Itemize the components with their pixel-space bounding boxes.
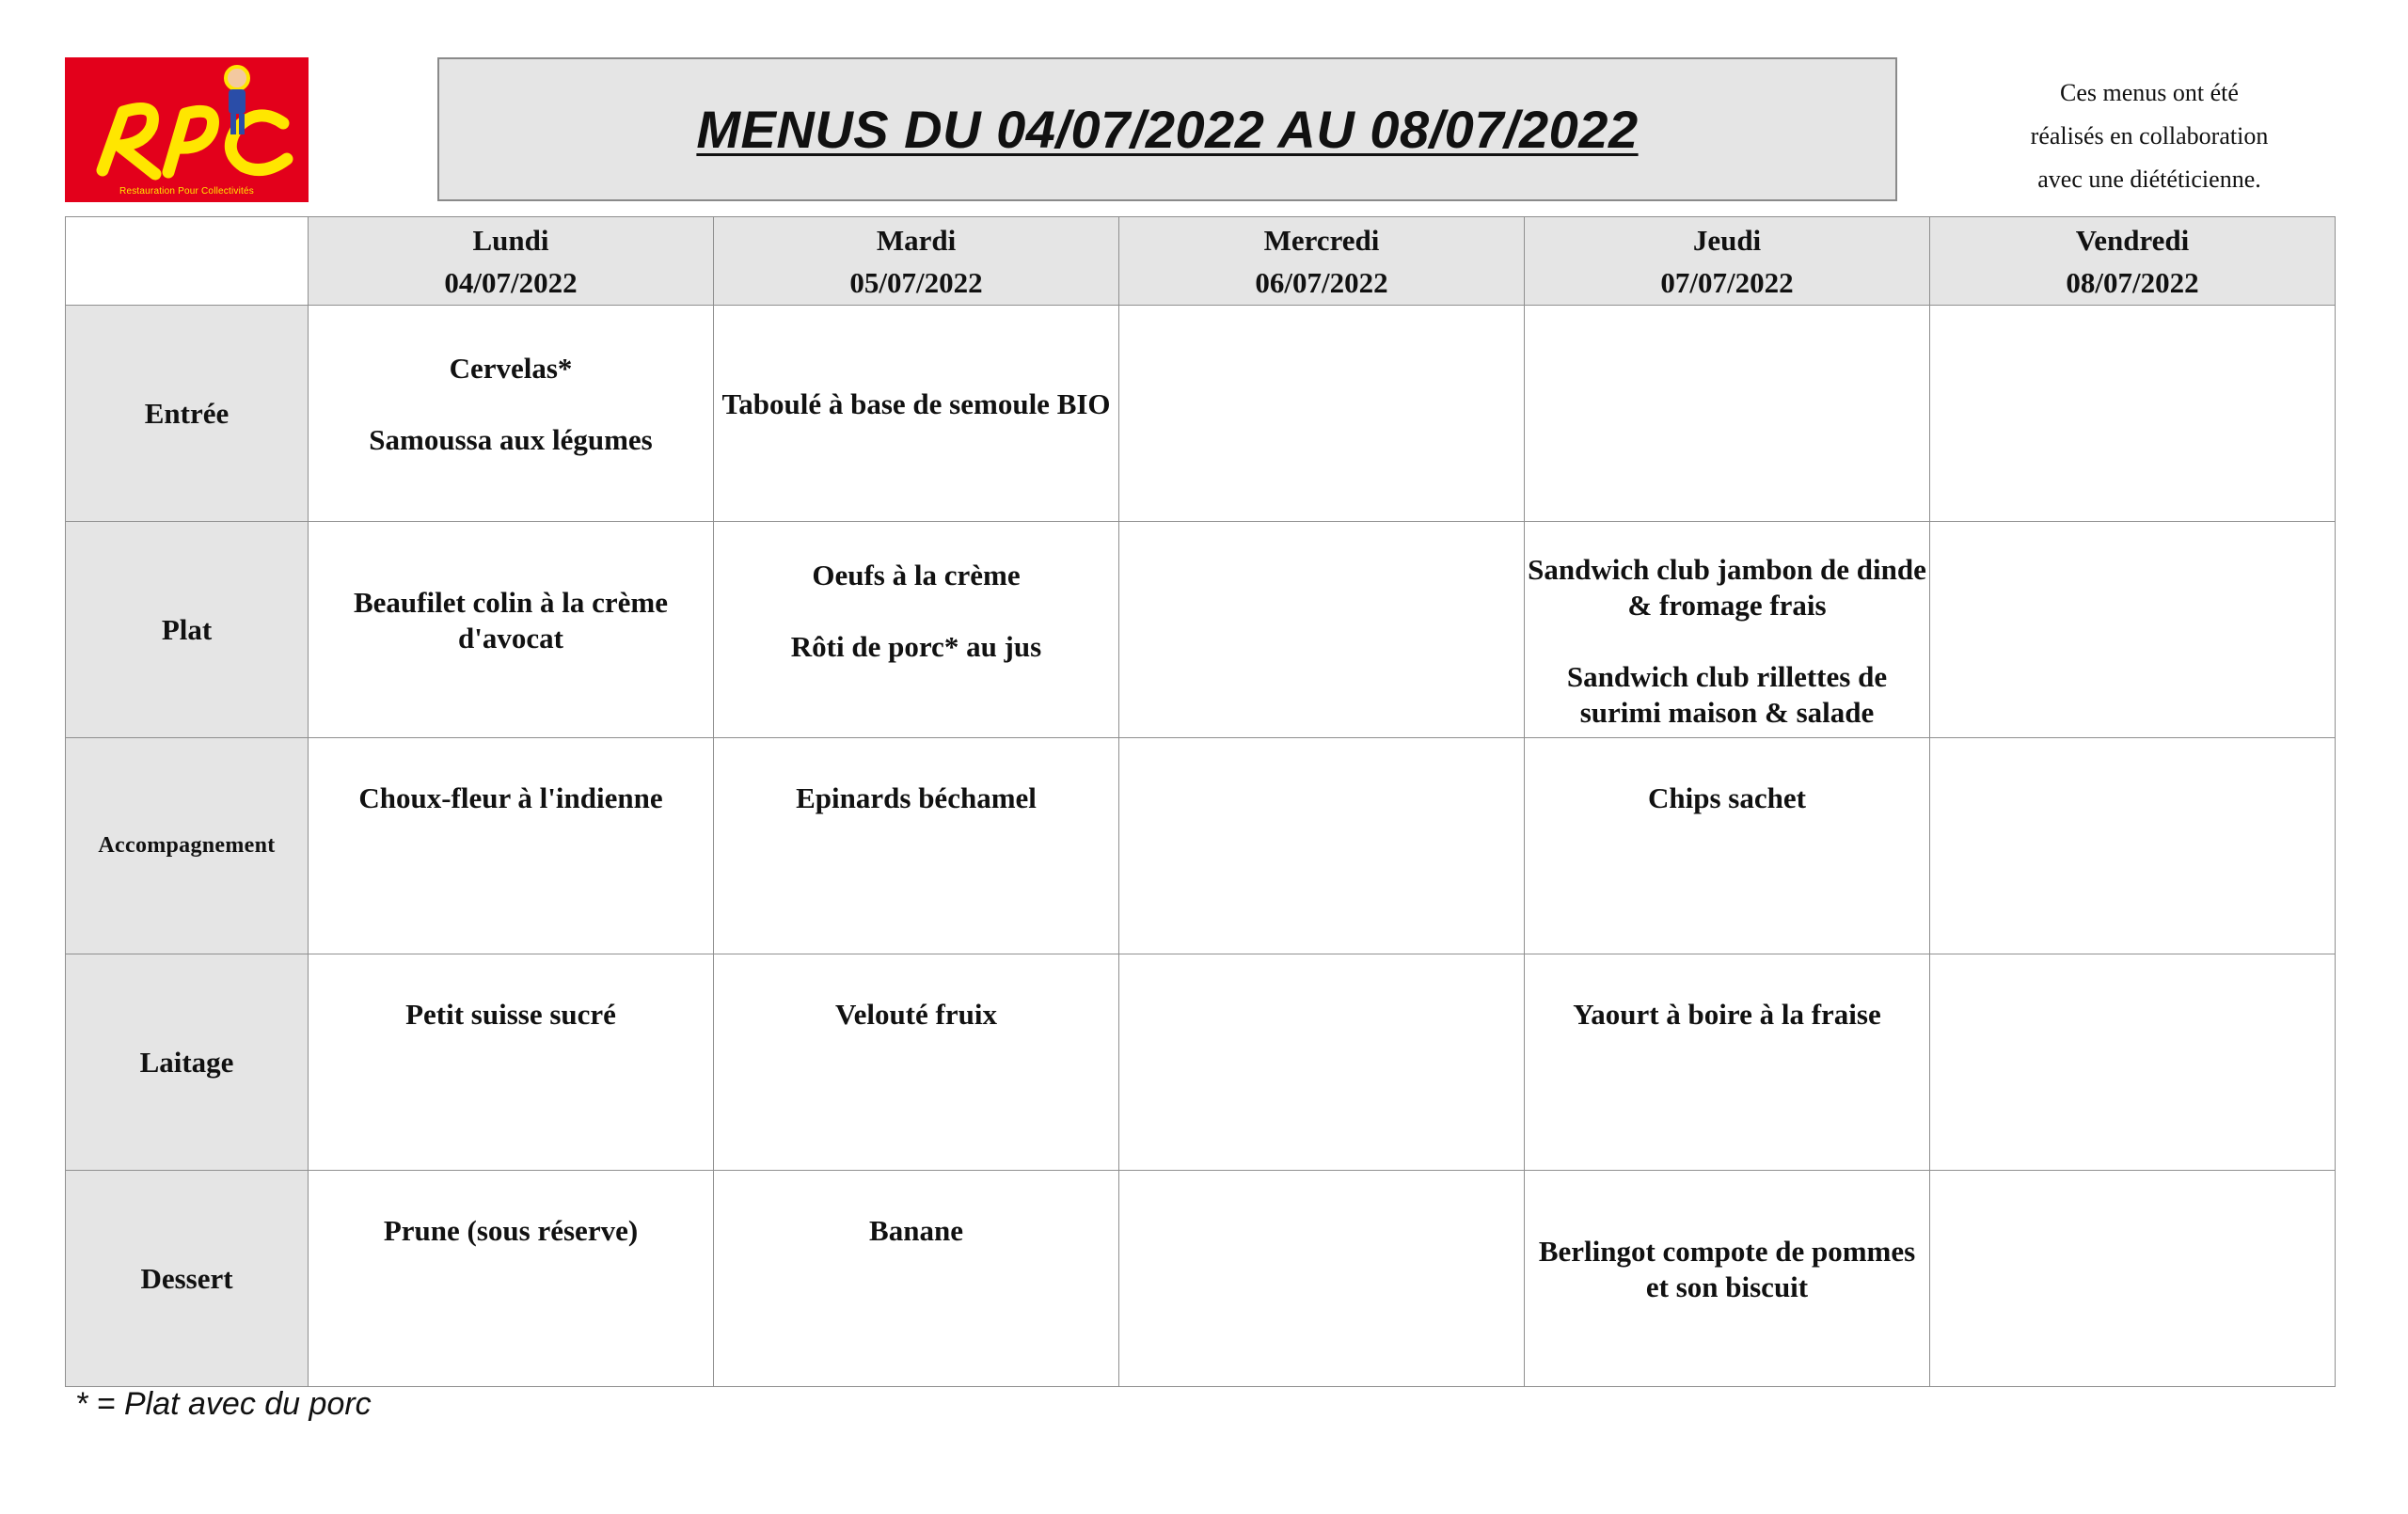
dish: Petit suisse sucré: [405, 997, 616, 1031]
menu-cell-empty: [1119, 738, 1525, 954]
day-date: 05/07/2022: [849, 265, 983, 299]
day-header-row: [66, 217, 2336, 306]
dish: Cervelas*: [449, 351, 573, 385]
logo-graphic: [65, 57, 309, 202]
note-line: réalisés en collaboration: [2030, 122, 2269, 150]
row-label: Entrée: [66, 306, 309, 522]
dish: Velouté fruix: [835, 997, 997, 1031]
menu-cell-empty: [1930, 522, 2336, 738]
dish: Sandwich club jambon de dinde & fromage frais: [1528, 552, 1926, 622]
menu-row-entree: [66, 306, 2336, 522]
menu-row-accompagnement: [66, 738, 2336, 954]
day-name: Mercredi: [1263, 223, 1380, 257]
menu-cell-empty: [1525, 306, 1930, 522]
pork-footnote: * = Plat avec du porc: [75, 1386, 372, 1422]
title-banner: [437, 57, 1897, 201]
menu-cell-empty: [1119, 522, 1525, 738]
menu-cell-empty: [1930, 306, 2336, 522]
menu-row-plat: [66, 522, 2336, 738]
menu-cell: [1525, 738, 1930, 954]
menu-table: [65, 216, 2336, 1387]
company-logo: [65, 57, 309, 202]
day-header-wednesday: [1119, 217, 1525, 306]
note-line: avec une diététicienne.: [2037, 166, 2261, 193]
day-header-monday: [309, 217, 714, 306]
menu-cell-empty: [1119, 1171, 1525, 1387]
row-label: Accompagnement: [66, 738, 309, 954]
menu-cell-empty: [1930, 738, 2336, 954]
logo-tagline: Restauration Pour Collectivités: [119, 186, 254, 197]
day-header-friday: [1930, 217, 2336, 306]
menu-row-laitage: [66, 954, 2336, 1171]
note-line: Ces menus ont été: [2060, 79, 2239, 106]
menu-cell-empty: [1119, 954, 1525, 1171]
menu-cell: [309, 954, 714, 1171]
dish: Chips sachet: [1648, 781, 1806, 814]
day-header-tuesday: [714, 217, 1119, 306]
dish: Taboulé à base de semoule BIO: [721, 386, 1111, 420]
day-name: Vendredi: [2075, 223, 2190, 257]
dish: Yaourt à boire à la fraise: [1573, 997, 1881, 1031]
day-header-thursday: [1525, 217, 1930, 306]
day-name: Lundi: [472, 223, 549, 257]
menu-row-dessert: [66, 1171, 2336, 1387]
dish: Epinards béchamel: [796, 781, 1037, 814]
day-name: Mardi: [876, 223, 957, 257]
menu-cell: [309, 306, 714, 522]
menu-cell: [1525, 954, 1930, 1171]
day-date: 08/07/2022: [2066, 265, 2199, 299]
dish: Oeufs à la crème: [812, 558, 1021, 591]
row-label: Laitage: [66, 954, 309, 1171]
dish: Berlingot compote de pommes et son biscuit: [1538, 1234, 1916, 1303]
corner-cell: [66, 217, 309, 306]
menu-cell: [309, 522, 714, 738]
menu-cell: [309, 1171, 714, 1387]
menu-cell-empty: [1930, 954, 2336, 1171]
menu-cell: [1525, 1171, 1930, 1387]
dish: Sandwich club rillettes de surimi maison & salade: [1566, 659, 1888, 729]
dish: Rôti de porc* au jus: [790, 629, 1042, 663]
dish: Beaufilet colin à la crème d'avocat: [353, 585, 668, 654]
dish: Banane: [869, 1213, 963, 1247]
dish: Prune (sous réserve): [383, 1213, 639, 1247]
dietitian-note: [1938, 71, 2361, 201]
menu-cell-empty: [1930, 1171, 2336, 1387]
day-date: 04/07/2022: [444, 265, 578, 299]
menu-cell: [309, 738, 714, 954]
menu-cell: [714, 522, 1119, 738]
day-name: Jeudi: [1692, 223, 1762, 257]
day-date: 06/07/2022: [1255, 265, 1388, 299]
menu-cell: [714, 306, 1119, 522]
day-date: 07/07/2022: [1660, 265, 1794, 299]
row-label: Plat: [66, 522, 309, 738]
row-label: Dessert: [66, 1171, 309, 1387]
dish: Choux-fleur à l'indienne: [358, 781, 663, 814]
page-title: MENUS DU 04/07/2022 AU 08/07/2022: [696, 100, 1639, 159]
dish: Samoussa aux légumes: [369, 422, 653, 456]
menu-cell-empty: [1119, 306, 1525, 522]
menu-cell: [714, 1171, 1119, 1387]
menu-cell: [1525, 522, 1930, 738]
menu-cell: [714, 954, 1119, 1171]
menu-cell: [714, 738, 1119, 954]
